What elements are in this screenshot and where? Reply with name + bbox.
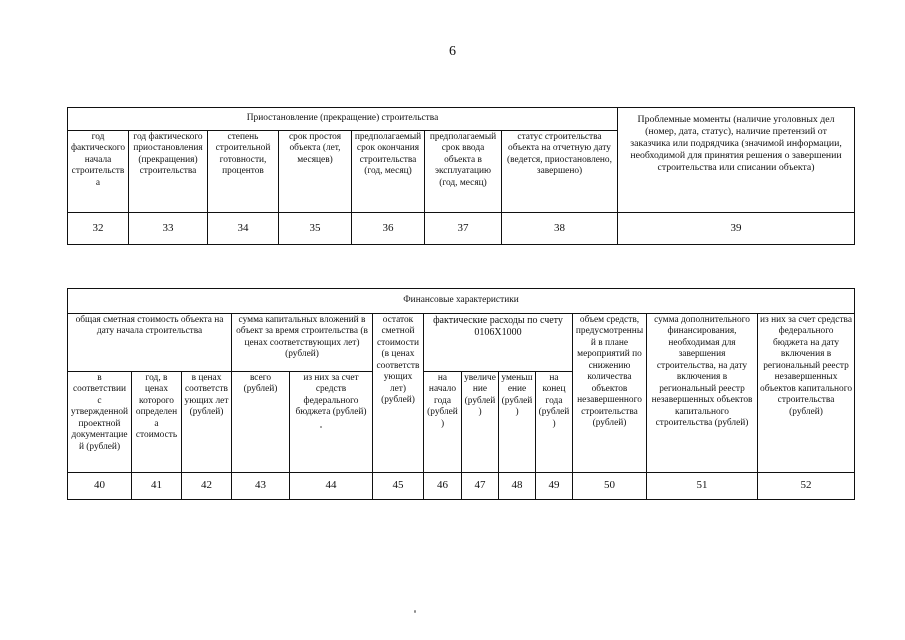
column-number: 51 [647, 473, 758, 500]
column-number: 46 [424, 473, 462, 500]
column-number: 33 [129, 213, 208, 245]
column-number: 47 [462, 473, 499, 500]
remaining-cost-header: остаток сметной стоимости (в ценах соответствующих лет) (рублей) [373, 314, 424, 473]
col-34-header: степень строительной готовности, процентов [208, 131, 279, 213]
estimate-cost-header: общая сметная стоимость объекта на дату начала строительства [68, 314, 232, 372]
col-37-header: предполагаемый срок ввода объекта в эксплуатацию (год, месяц) [425, 131, 502, 213]
federal-budget-share-header: из них за счет средства федерального бюджета на дату включения в региональный реестр незавершенных объектов капитального строительства (рублей) [758, 314, 855, 473]
col-49-header: на конец года (рублей) [536, 372, 573, 473]
financial-title: Финансовые характеристики [68, 289, 855, 314]
column-number: 41 [132, 473, 182, 500]
col-40-header: в соответствии с утвержденной проектной документацией (рублей) [68, 372, 132, 473]
col-35-header: срок простоя объекта (лет, месяцев) [279, 131, 352, 213]
column-number: 45 [373, 473, 424, 500]
col-42-header: в ценах соответствующих лет (рублей) [182, 372, 232, 473]
column-number: 52 [758, 473, 855, 500]
col-48-header: уменьшение (рублей) [499, 372, 536, 473]
column-number: 40 [68, 473, 132, 500]
additional-financing-header: сумма дополнительного финансирования, необходимая для завершения строительства, на дату включения в региональный реестр незавершенных объектов капитального строительства (рублей) [647, 314, 758, 473]
construction-suspension-table [67, 107, 855, 245]
column-number: 42 [182, 473, 232, 500]
column-number: 36 [352, 213, 425, 245]
col-41-header: год, в ценах которого определена стоимость [132, 372, 182, 473]
column-number: 49 [536, 473, 573, 500]
col-33-header: год фактического приостановления (прекращения) строительства [129, 131, 208, 213]
column-number: 48 [499, 473, 536, 500]
col-44-header: из них за счет средств федерального бюджета (рублей) [290, 372, 373, 473]
col-38-header: статус строительства объекта на отчетную дату (ведется, приостановлено, завершено) [502, 131, 618, 213]
page-number: 6 [449, 44, 456, 59]
financial-characteristics-table [67, 288, 855, 500]
column-number: 34 [208, 213, 279, 245]
actual-expenses-header: фактические расходы по счету 0106Х1000 [424, 314, 573, 372]
col-36-header: предполагаемый срок окончания строительства (год, месяц) [352, 131, 425, 213]
column-number: 44 [290, 473, 373, 500]
col-47-header: увеличение (рублей) [462, 372, 499, 473]
col-43-header: всего (рублей) [232, 372, 290, 473]
col-32-header: год фактического начала строительства [68, 131, 129, 213]
column-number: 32 [68, 213, 129, 245]
scan-speck [414, 610, 416, 613]
column-number: 43 [232, 473, 290, 500]
column-number: 50 [573, 473, 647, 500]
column-number: 39 [618, 213, 855, 245]
capital-investment-header: сумма капитальных вложений в объект за время строительства (в ценах соответствующих лет) (рублей) [232, 314, 373, 372]
problems-header: Проблемные моменты (наличие уголовных дел (номер, дата, статус), наличие претензий от заказчика или подрядчика (значимой информации, необходимой для принятия решения о завершении строительства или списании объекта) [618, 108, 855, 213]
scan-speck [320, 426, 322, 428]
suspension-group-header: Приостановление (прекращение) строительства [68, 108, 618, 131]
column-number: 35 [279, 213, 352, 245]
column-number: 37 [425, 213, 502, 245]
column-number: 38 [502, 213, 618, 245]
measures-plan-header: объем средств, предусмотренный в плане мероприятий по снижению количества объектов незавершенного строительства (рублей) [573, 314, 647, 473]
col-46-header: на начало года (рублей) [424, 372, 462, 473]
